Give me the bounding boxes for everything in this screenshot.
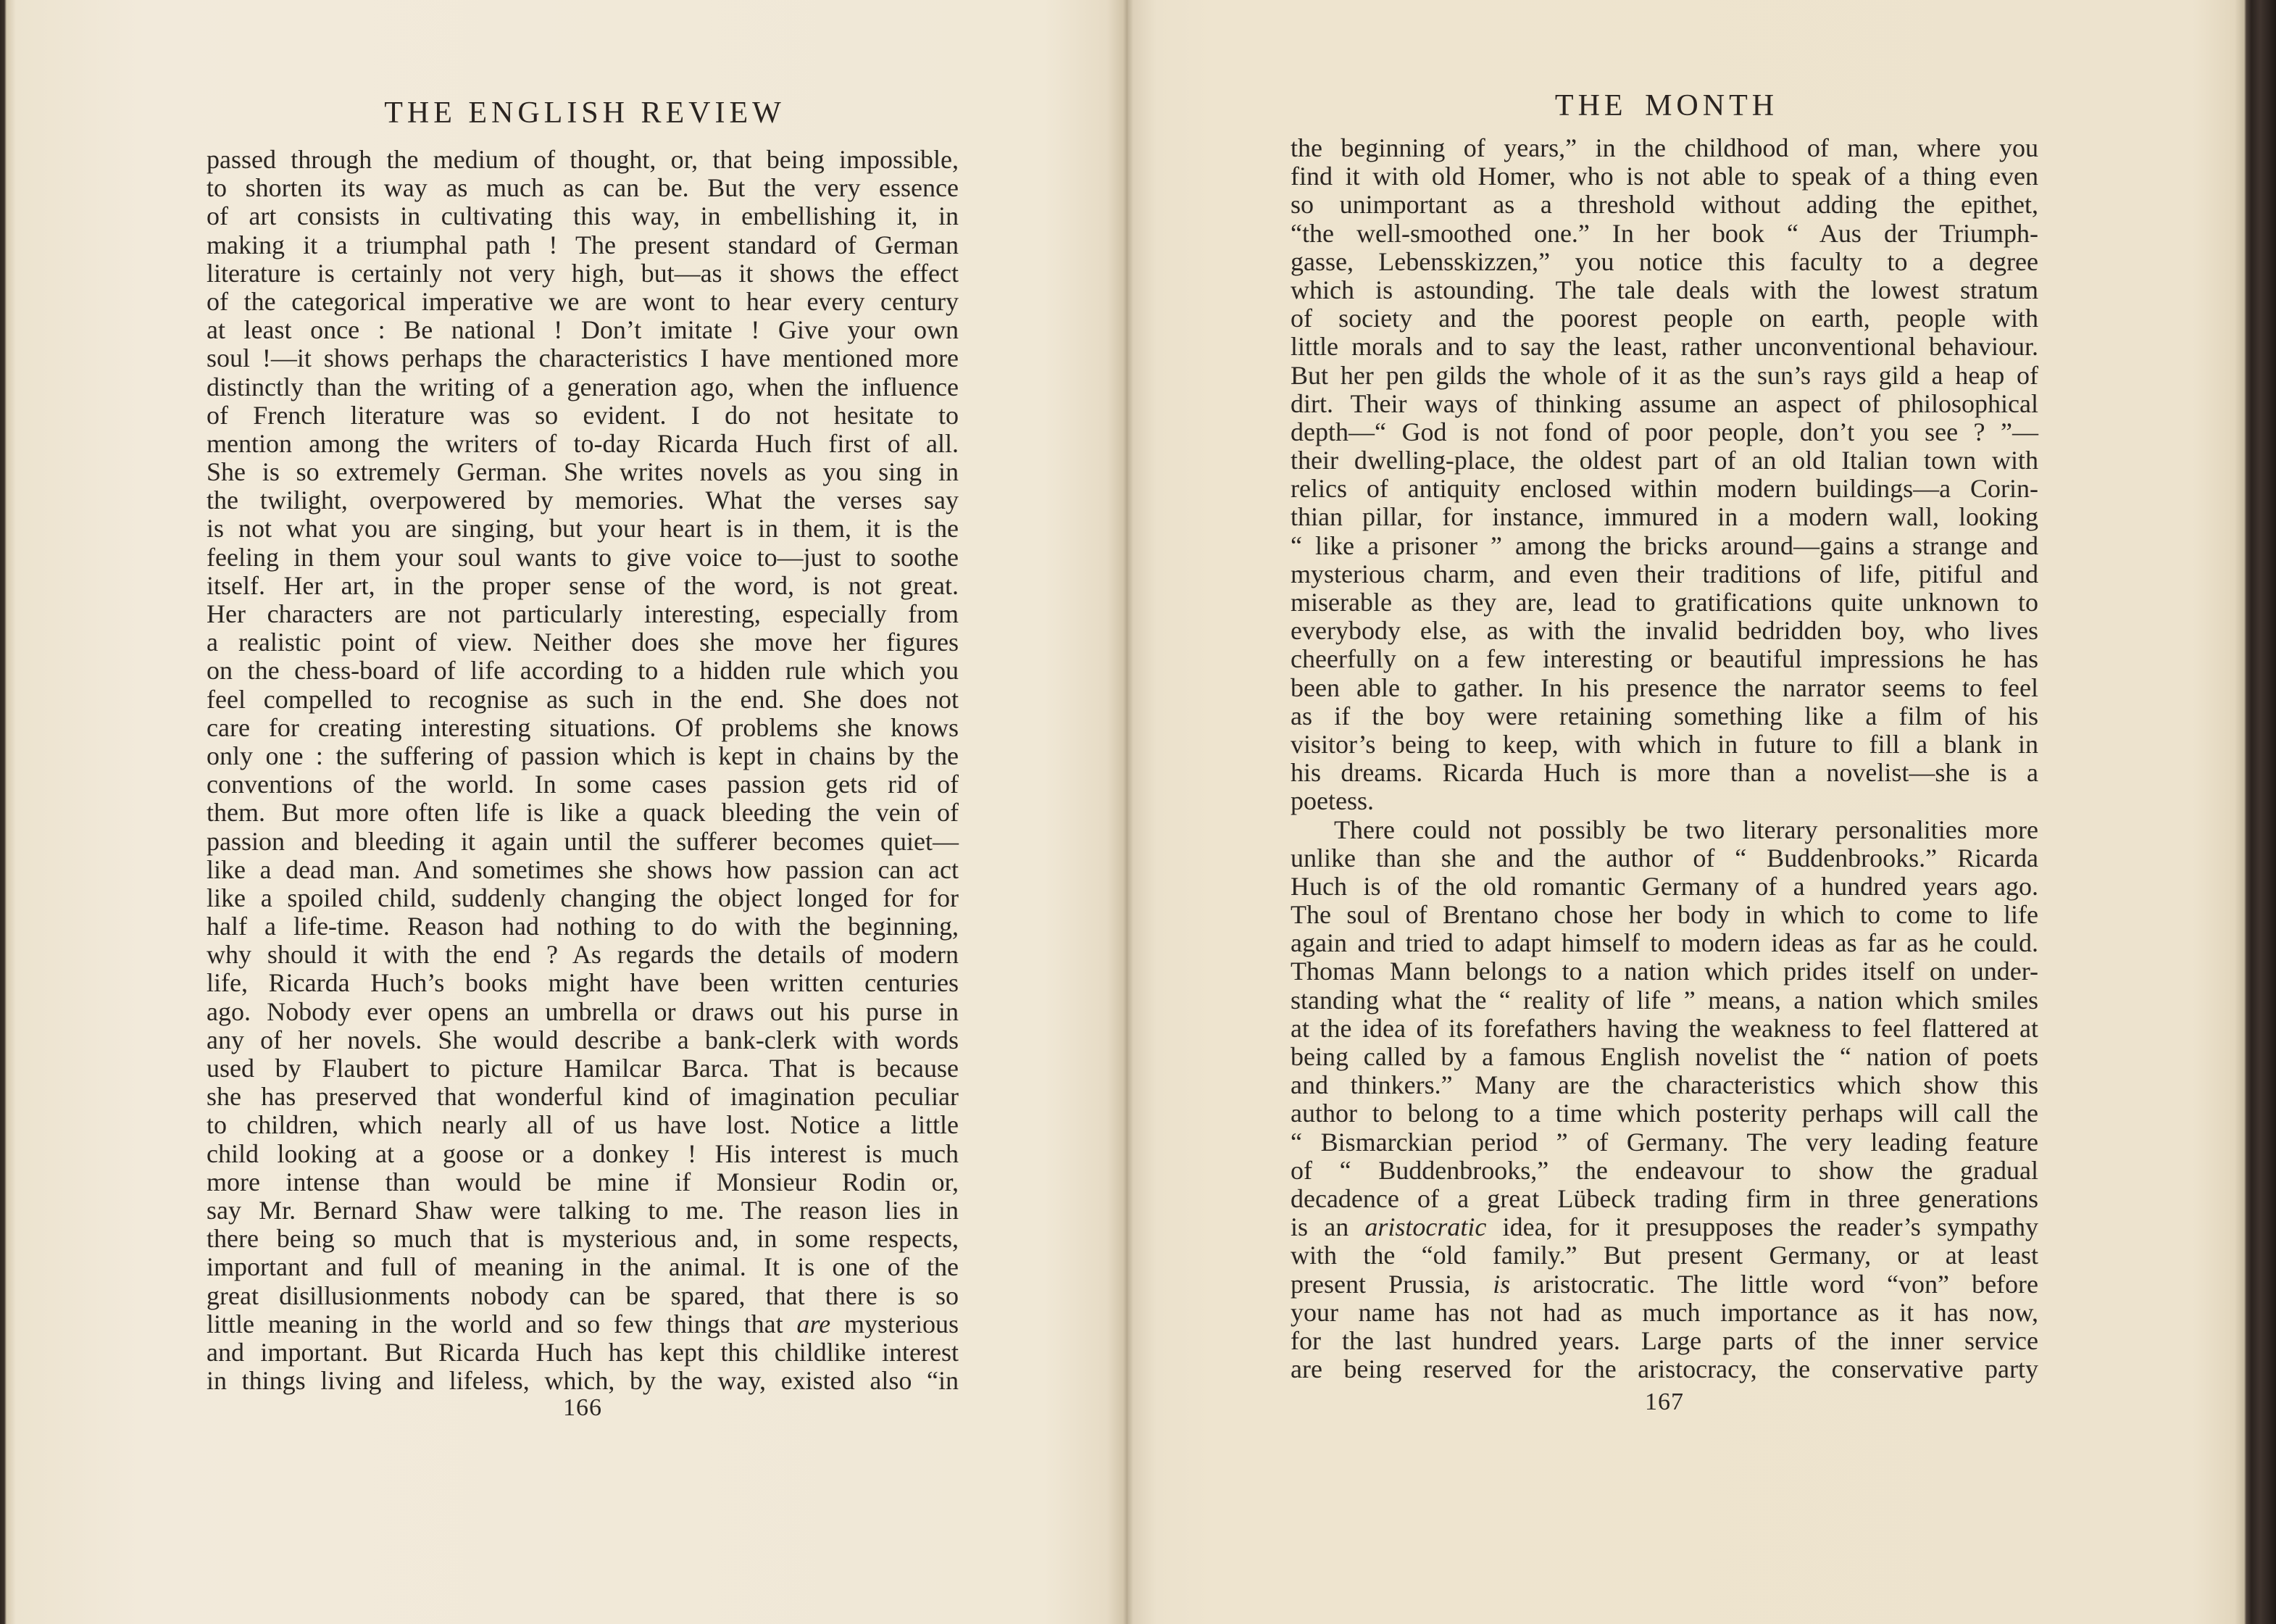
left-page (0, 0, 1127, 1624)
text-line: and important. But Ricarda Huch has kept this childlike interest (207, 1337, 959, 1367)
text-line: of “ Buddenbrooks,” the endeavour to show the gradual (1291, 1155, 2038, 1185)
text-line: decadence of a great Lübeck trading firm in three generations (1291, 1183, 2038, 1213)
text-line: your name has not had as much importance as it has now, (1291, 1297, 2038, 1327)
text-line: feel compelled to recognise as such in the end. She does not (207, 684, 959, 714)
text-segment: little meaning in the world and so few things that (207, 1309, 797, 1338)
text-line: of French literature was so evident. I do not hesitate to (207, 400, 959, 430)
text-line: for the last hundred years. Large parts of the inner service (1291, 1325, 2038, 1355)
text-line: unlike than she and the author of “ Buddenbrooks.” Ricarda (1291, 843, 2038, 873)
text-line: on the chess-board of life according to a hidden rule which you (207, 656, 959, 686)
text-line: only one : the suffering of passion which is kept in chains by the (207, 741, 959, 770)
text-line: conventions of the world. In some cases passion gets rid of (207, 770, 959, 799)
text-line: his dreams. Ricarda Huch is more than a novelist—she is a (1291, 758, 2038, 788)
text-line: itself. Her art, in the proper sense of the word, is not great. (207, 570, 959, 600)
text-line: relics of antiquity enclosed within modern buildings—a Corin- (1291, 474, 2038, 504)
right-page (1127, 0, 2276, 1624)
text-line: The soul of Brentano chose her body in which to come to life (1291, 900, 2038, 930)
text-line: say Mr. Bernard Shaw were talking to me. The reason lies in (207, 1195, 959, 1225)
text-line: little morals and to say the least, rather unconventional behaviour. (1291, 332, 2038, 362)
running-head: THE MONTH (1554, 89, 1779, 122)
text-line: She is so extremely German. She writes novels as you sing in (207, 457, 959, 487)
text-line: being called by a famous English novelist the “ nation of poets (1291, 1042, 2038, 1071)
text-column (1291, 134, 2038, 1383)
text-line: standing what the “ reality of life ” means, a nation which smiles (1291, 985, 2038, 1015)
text-line: But her pen gilds the whole of it as the sun’s rays gild a heap of (1291, 360, 2038, 390)
text-line: of art consists in cultivating this way, in embellishing it, in (207, 201, 959, 231)
text-line: everybody else, as with the invalid bedridden boy, who lives (1291, 616, 2038, 646)
text-line: which is astounding. The tale deals with the lowest stratum (1291, 275, 2038, 304)
text-segment: is an (1291, 1212, 1365, 1242)
text-line: at the idea of its forefathers having the weakness to feel flattered at (1291, 1013, 2038, 1043)
text-line: a realistic point of view. Neither does she move her figures (207, 628, 959, 657)
text-line: visitor’s being to keep, with which in future to fill a blank in (1291, 729, 2038, 759)
text-line: dirt. Their ways of thinking assume an aspect of philosophical (1291, 388, 2038, 418)
text-line (207, 1310, 959, 1338)
text-line: in things living and lifeless, which, by the way, existed also “in (207, 1366, 959, 1396)
text-line: like a dead man. And sometimes she shows how passion can act (207, 854, 959, 884)
text-line (1291, 1270, 2038, 1299)
text-line: again and tried to adapt himself to modern ideas as far as he could. (1291, 928, 2038, 958)
page-number: 166 (563, 1394, 602, 1421)
text-line: gasse, Lebensskizzen,” you notice this faculty to a degree (1291, 246, 2038, 276)
text-line: with the “old family.” But present Germany, or at least (1291, 1241, 2038, 1270)
text-line: find it with old Homer, who is not able to speak of a thing even (1291, 162, 2038, 191)
text-line: ago. Nobody ever opens an umbrella or draws out his purse in (207, 996, 959, 1026)
text-line: life, Ricarda Huch’s books might have been written centuries (207, 968, 959, 998)
text-line: mention among the writers of to-day Ricarda Huch first of all. (207, 428, 959, 458)
text-line: literature is certainly not very high, but—as it shows the effect (207, 258, 959, 288)
text-line: “ like a prisoner ” among the bricks around—gains a strange and (1291, 530, 2038, 560)
text-line: “the well-smoothed one.” In her book “ Aus der Triumph- (1291, 218, 2038, 248)
text-line: great disillusionments nobody can be spared, that there is so (207, 1281, 959, 1310)
text-line: passion and bleeding it again until the sufferer becomes quiet— (207, 826, 959, 856)
text-line: there being so much that is mysterious and, in some respects, (207, 1224, 959, 1254)
italic-text: aristocratic (1364, 1212, 1487, 1242)
text-line: the twilight, overpowered by memories. What the verses say (207, 486, 959, 515)
text-line: miserable as they are, lead to gratifications quite unknown to (1291, 588, 2038, 617)
text-line: important and full of meaning in the animal. It is one of the (207, 1252, 959, 1282)
italic-text: is (1493, 1269, 1511, 1299)
text-line: more intense than would be mine if Monsieur Rodin or, (207, 1167, 959, 1196)
text-line: why should it with the end ? As regards the details of modern (207, 940, 959, 970)
text-line: cheerfully on a few interesting or beautiful impressions he has (1291, 644, 2038, 674)
text-line: care for creating interesting situations. Of problems she knows (207, 712, 959, 742)
text-line: used by Flaubert to picture Hamilcar Barca. That is because (207, 1054, 959, 1083)
text-line: depth—“ God is not fond of poor people, don’t you see ? ”— (1291, 417, 2038, 446)
text-line: as if the boy were retaining something like a film of his (1291, 701, 2038, 730)
text-line: is not what you are singing, but your heart is in them, it is the (207, 514, 959, 544)
text-line: poetess. (1291, 786, 1374, 816)
text-line: of society and the poorest people on earth, people with (1291, 304, 2038, 333)
text-line: their dwelling-place, the oldest part of an old Italian town with (1291, 446, 2038, 475)
text-line: “ Bismarckian period ” of Germany. The very leading feature (1291, 1127, 2038, 1157)
page-number: 167 (1645, 1388, 1684, 1415)
text-line: distinctly than the writing of a generation ago, when the influence (207, 372, 959, 401)
text-line: and thinkers.” Many are the characteristics which show this (1291, 1070, 2038, 1100)
text-line: to shorten its way as much as can be. But the very essence (207, 173, 959, 203)
text-segment: idea, for it presupposes the reader’s sympathy (1486, 1212, 2038, 1242)
italic-text: are (796, 1309, 831, 1338)
text-line: the beginning of years,” in the childhood of man, where you (1291, 133, 2038, 162)
text-line: like a spoiled child, suddenly changing the object longed for for (207, 883, 959, 912)
text-line: feeling in them your soul wants to give voice to—just to soothe (207, 542, 959, 572)
text-segment: aristocratic. The little word “von” before (1510, 1269, 2039, 1299)
text-line: to children, which nearly all of us have lost. Notice a little (207, 1110, 959, 1140)
text-line: passed through the medium of thought, or, that being impossible, (207, 145, 959, 174)
text-line: Thomas Mann belongs to a nation which prides itself on under- (1291, 957, 2038, 986)
text-segment: present Prussia, (1291, 1269, 1493, 1299)
text-line: author to belong to a time which posterity perhaps will call the (1291, 1099, 2038, 1128)
text-line: been able to gather. In his presence the narrator seems to feel (1291, 672, 2038, 702)
text-line: soul !—it shows perhaps the characteristics I have mentioned more (207, 343, 959, 373)
text-line: of the categorical imperative we are wont to hear every century (207, 286, 959, 316)
text-line: There could not possibly be two literary personalities more (1334, 815, 2038, 844)
text-line: mysterious charm, and even their traditions of life, pitiful and (1291, 559, 2038, 588)
text-line: are being reserved for the aristocracy, the conservative party (1291, 1354, 2038, 1384)
text-line: at least once : Be national ! Don’t imitate ! Give your own (207, 315, 959, 345)
text-line: she has preserved that wonderful kind of imagination peculiar (207, 1082, 959, 1112)
text-segment: mysterious (830, 1309, 959, 1338)
text-line (1291, 1213, 2038, 1241)
text-line: them. But more often life is like a quack bleeding the vein of (207, 798, 959, 828)
text-line: Huch is of the old romantic Germany of a hundred years ago. (1291, 871, 2038, 901)
running-head: THE ENGLISH REVIEW (384, 96, 785, 130)
text-line: half a life-time. Reason had nothing to do with the beginning, (207, 912, 959, 941)
text-line: so unimportant as a threshold without adding the epithet, (1291, 190, 2038, 220)
text-line: Her characters are not particularly interesting, especially from (207, 599, 959, 628)
text-line: thian pillar, for instance, immured in a modern wall, looking (1291, 502, 2038, 532)
text-line: any of her novels. She would describe a bank-clerk with words (207, 1025, 959, 1054)
text-line: making it a triumphal path ! The present standard of German (207, 230, 959, 259)
text-column (207, 146, 959, 1395)
text-line: child looking at a goose or a donkey ! His interest is much (207, 1138, 959, 1168)
